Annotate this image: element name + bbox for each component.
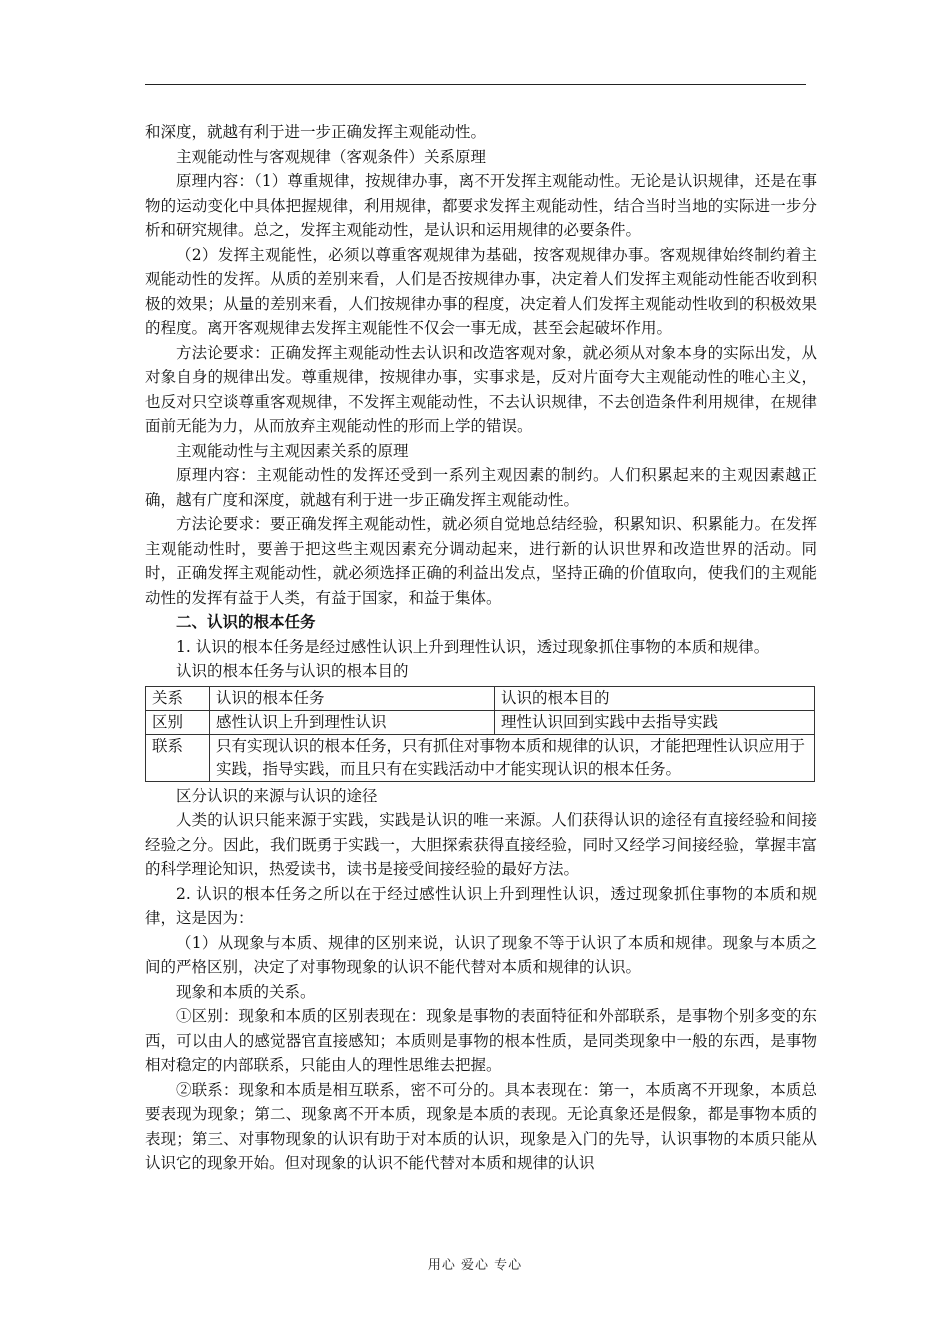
document-body bbox=[145, 120, 817, 1176]
paragraph: 主观能动性与客观规律（客观条件）关系原理 bbox=[176, 147, 487, 166]
paragraph: 现象和本质的关系。 bbox=[176, 982, 316, 1001]
table-cell: 认识的根本任务 bbox=[210, 686, 495, 710]
paragraph: 人类的认识只能来源于实践，实践是认识的唯一来源。人们获得认识的途径有直接经验和间接经验之分。因此，我们既勇于实践一，大胆探索获得直接经验，同时又经学习间接经验，掌握丰富的科学理论知识，热爱读书，读书是接受间接经验的最好方法。 bbox=[145, 811, 817, 878]
paragraph: 原理内容：主观能动性的发挥还受到一系列主观因素的制约。人们积累起来的主观因素越正确，越有广度和深度，就越有利于进一步正确发挥主观能动性。 bbox=[145, 466, 817, 509]
paragraph-group-phenomenon bbox=[145, 784, 817, 1176]
table-row bbox=[146, 686, 815, 710]
table-cell: 联系 bbox=[146, 734, 210, 781]
table-cell: 区别 bbox=[146, 710, 210, 734]
paragraph: 原理内容：（1）尊重规律，按规律办事，离不开发挥主观能动性。无论是认识规律，还是在事物的运动变化中具体把握规律，利用规律，都要求发挥主观能动性，结合当时当地的实际进一步分析和研究规律。总之，发挥主观能动性，是认识和运用规律的必要条件。 bbox=[145, 172, 817, 239]
table-row bbox=[146, 734, 815, 781]
paragraph: 区分认识的来源与认识的途径 bbox=[176, 786, 378, 805]
paragraph-group-task bbox=[145, 635, 817, 684]
paragraph: 2. 认识的根本任务之所以在于经过感性认识上升到理性认识，透过现象抓住事物的本质和规律，这是因为： bbox=[145, 884, 817, 927]
paragraph: 主观能动性与主观因素关系的原理 bbox=[176, 441, 409, 460]
paragraph: 方法论要求：要正确发挥主观能动性，就必须自觉地总结经验，积累知识、积累能力。在发挥主观能动性时，要善于把这些主观因素充分调动起来，进行新的认识世界和改造世界的活动。同时，正确发挥主观能动性，就必须选择正确的利益出发点，坚持正确的价值取向，使我们的主观能动性的发挥有益于人类，有益于国家，和益于集体。 bbox=[145, 515, 817, 607]
comparison-table bbox=[145, 686, 815, 782]
table-cell: 认识的根本目的 bbox=[495, 686, 815, 710]
table-row bbox=[146, 710, 815, 734]
paragraph-group-principles bbox=[145, 120, 817, 610]
paragraph: ②联系：现象和本质是相互联系，密不可分的。具本表现在：第一，本质离不开现象，本质总要表现为现象；第二、现象离不开本质，现象是本质的表现。无论真象还是假象，都是事物本质的表现；第三、对事物现象的认识有助于对本质的认识，现象是入门的先导，认识事物的本质只能从认识它的现象开始。但对现象的认识不能代替对本质和规律的认识 bbox=[145, 1080, 817, 1172]
section-heading: 二、认识的根本任务 bbox=[176, 612, 316, 631]
table-cell: 只有实现认识的根本任务，只有抓住对事物本质和规律的认识，才能把理性认识应用于实践，指导实践，而且只有在实践活动中才能实现认识的根本任务。 bbox=[210, 734, 815, 781]
paragraph: 1. 认识的根本任务是经过感性认识上升到理性认识，透过现象抓住事物的本质和规律。 bbox=[176, 637, 770, 656]
table-cell: 关系 bbox=[146, 686, 210, 710]
paragraph: （2）发挥主观能性，必须以尊重客观规律为基础，按客观规律办事。客观规律始终制约着主观能动性的发挥。从质的差别来看，人们是否按规律办事，决定着人们发挥主观能动性能否收到积极的效果；从量的差别来看，人们按规律办事的程度，决定着人们发挥主观能动性收到的积极效果的程度。离开客观规律去发挥主观能性不仅会一事无成，甚至会起破坏作用。 bbox=[145, 245, 817, 337]
page-footer: 用心 爱心 专心 bbox=[427, 1258, 523, 1273]
paragraph: 和深度，就越有利于进一步正确发挥主观能动性。 bbox=[145, 123, 487, 141]
paragraph: 方法论要求：正确发挥主观能动性去认识和改造客观对象，就必须从对象本身的实际出发，从对象自身的规律出发。尊重规律，按规律办事，实事求是，反对片面夸大主观能动性的唯心主义，也反对只空谈尊重客观规律，不发挥主观能动性，不去认识规律，不去创造条件利用规律，在规律面前无能为力，从而放弃主观能动性的形而上学的错误。 bbox=[145, 343, 817, 435]
table-cell: 理性认识回到实践中去指导实践 bbox=[495, 710, 815, 734]
paragraph: 认识的根本任务与认识的根本目的 bbox=[176, 662, 409, 680]
paragraph: ①区别：现象和本质的区别表现在：现象是事物的表面特征和外部联系，是事物个别多变的东西，可以由人的感觉器官直接感知；本质则是事物的根本性质，是同类现象中一般的东西，是事物相对稳定的内部联系，只能由人的理性思维去把握。 bbox=[145, 1007, 817, 1074]
table-cell: 感性认识上升到理性认识 bbox=[210, 710, 495, 734]
header-rule bbox=[145, 84, 806, 85]
paragraph: （1）从现象与本质、规律的区别来说，认识了现象不等于认识了本质和规律。现象与本质之间的严格区别，决定了对事物现象的认识不能代替对本质和规律的认识。 bbox=[145, 933, 817, 976]
